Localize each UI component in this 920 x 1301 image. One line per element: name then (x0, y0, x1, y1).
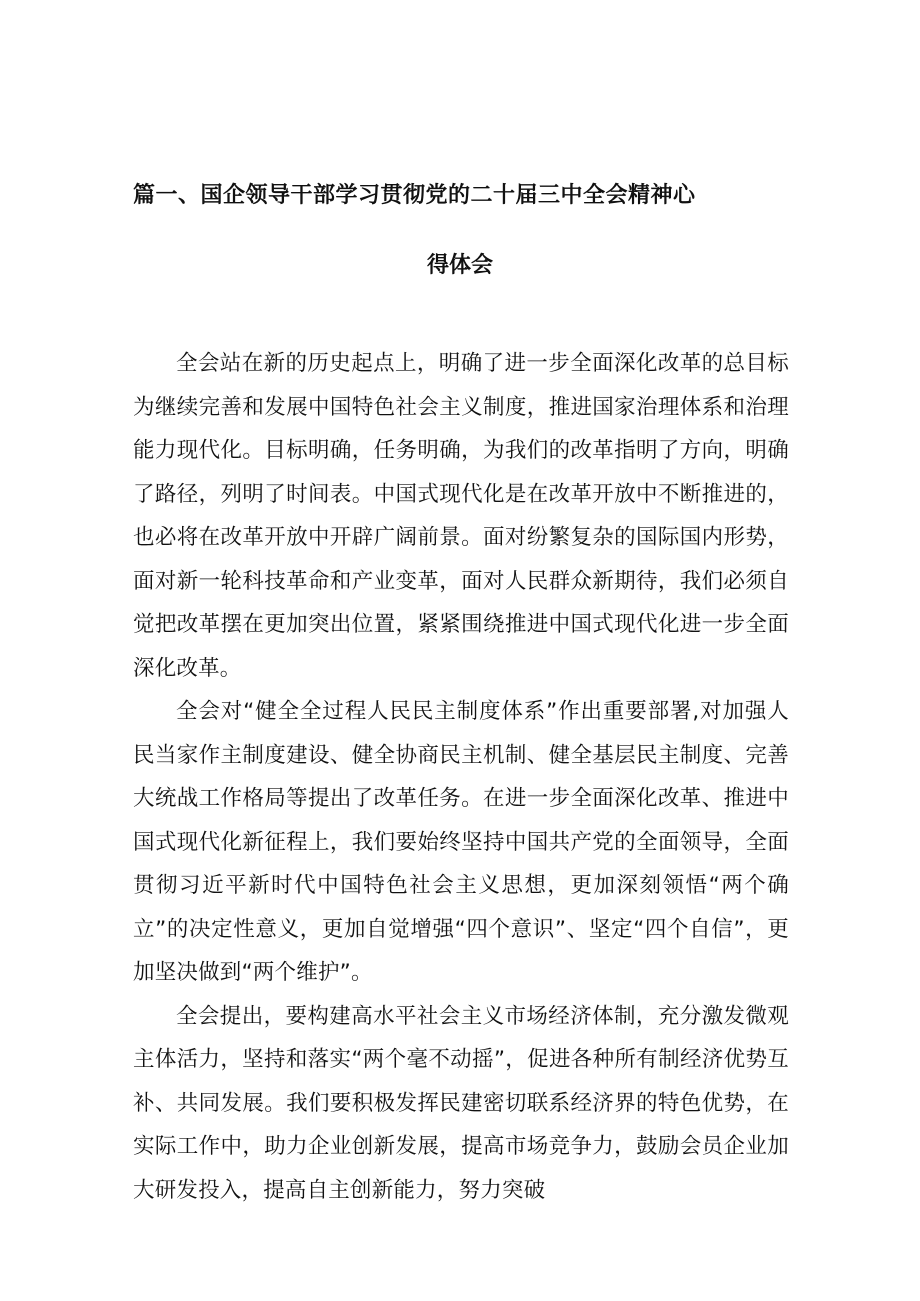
paragraph-2: 全会对“健全全过程人民民主制度体系”作出重要部署,对加强人民当家作主制度建设、健全协商民主机制、健全基层民主制度、完善大统战工作格局等提出了改革任务。在进一步全面深化改革、推进中国式现代化新征程上，我们要始终坚持中国共产党的全面领导，全面贯彻习近平新时代中国特色社会主义思想，更加深刻领悟“两个确立”的决定性意义，更加自觉增强“四个意识”、坚定“四个自信”，更加坚决做到“两个维护”。 (133, 699, 789, 985)
paragraph-1: 全会站在新的历史起点上，明确了进一步全面深化改革的总目标为继续完善和发展中国特色社会主义制度，推进国家治理体系和治理能力现代化。目标明确，任务明确，为我们的改革指明了方向，明确了路径，列明了时间表。中国式现代化是在改革开放中不断推进的，也必将在改革开放中开辟广阔前景。面对纷繁复杂的国际国内形势，面对新一轮科技革命和产业变革，面对人民群众新期待，我们必须自觉把改革摆在更加突出位置，紧紧围绕推进中国式现代化进一步全面深化改革。 (133, 351, 789, 681)
document-title-continuation: 得体会 (426, 253, 493, 278)
document-body (133, 342, 789, 1212)
document-title: 篇一、国企领导干部学习贯彻党的二十届三中全会精神心 (133, 183, 696, 208)
paragraph-3: 全会提出，要构建高水平社会主义市场经济体制，充分激发微观主体活力，坚持和落实“两个毫不动摇”，促进各种所有制经济优势互补、共同发展。我们要积极发挥民建密切联系经济界的特色优势，在实际工作中，助力企业创新发展，提高市场竞争力，鼓励会员企业加大研发投入，提高自主创新能力，努力突破 (133, 1003, 789, 1203)
